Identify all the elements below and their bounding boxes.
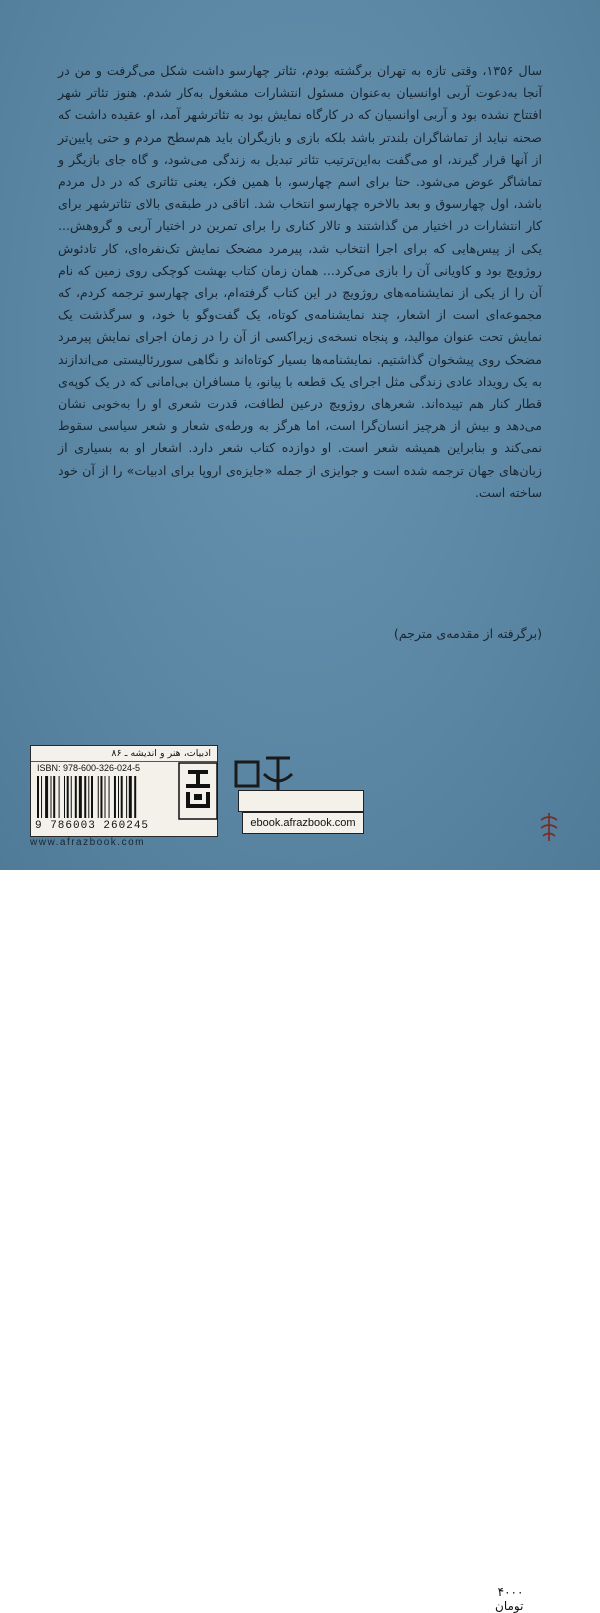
series-label: ادبیات، هنر و اندیشه ـ ۸۶ <box>31 746 217 762</box>
price: ۴۰۰۰ تومان <box>495 1585 524 1613</box>
publisher-logo-icon <box>178 762 218 820</box>
barcode <box>35 776 175 820</box>
publisher-website[interactable]: www.afrazbook.com <box>30 837 145 848</box>
blurb-credit: (برگرفته از مقدمه‌ی مترجم) <box>393 626 542 641</box>
isbn: ISBN: 978-600-326-024-5 <box>37 763 141 773</box>
blurb-text: سال ۱۳۵۶، وقتی تازه به تهران برگشته بودم، تئاتر چهارسو داشت شکل می‌گرفت و من در آنجا به‌دعوت آربی اوانسیان به‌عنوان مسئول انتشارات مشغول به‌کار شدم. هنوز تئاتر شهر افتتاح نشده بود و آربی اوانسیان که در کارگاه نمایش بود به تئاترشهر آمد، او عقیده داشت که صحنه نباید از تماشاگران بلندتر باشد بلکه بازی و بازیگران باید هم‌سطح مردم و حتی پایین‌تر از آنها قرار گیرند، او می‌گفت به‌این‌ترتیب تئاتر تبدیل به زندگی می‌شود، و گاه جای بازیگر و تماشاگر عوض می‌شود. حتا برای اسم چهارسو، با همین فکر، یعنی تئاتری که در دل مردم باشد، اول چهارسوق و بعد بالاخره چهارسو انتخاب شد. اتاقی در طبقه‌ی بالای تئاترشهر برای کار انتشارات در اختیار من گذاشتند و تالار کناری را برای تمرین در اختیار آربی و گروهش... یکی از پیس‌هایی که برای اجرا انتخاب شد، پیرمرد مضحک نمایش تک‌نفره‌ای، کار تادئوش روژویچ بود و کاویانی آن را بازی می‌کرد... همان زمان کتاب بهشت کوچکی روی زمین که نام آن را از یکی از نمایشنامه‌های روژویچ در این کتاب گرفته‌ام، برای چهارسو ترجمه کردم، که مجموعه‌ای است از اشعار، چند نمایشنامه‌ی کوتاه، یک گفت‌وگو با خود، و سرگذشت یک نمایش تحت عنوان مواليد، و پنجاه نسخه‌ی زیراکسی از آن را در زمان اجرای نمایش پیرمرد مضحک روی پیشخوان گذاشتیم. نمایشنامه‌ها بسیار کوتاه‌اند و نگاهی سوررئالیستی می‌اندازند به یک رویداد عادی زندگی مثل اجرای یک قطعه با پیانو، یا مسافران بی‌امانی که در یک کوپه‌ی قطار کنار هم تپیده‌اند. شعرهای روژویچ درعین لطافت، قدرت شعری او را به‌خوبی نشان می‌دهد و بیش از هرچیز انسان‌گرا است، اما هرگز به ورطه‌ی شعار و شعر سیاسی سقوط نمی‌کند و بنابراین همیشه شعر است. او دوازده کتاب شعر دارد. اشعار او به بسیاری از زبان‌های جهان ترجمه شده است و جوایزی از جمله «جایزه‌ی اروپا برای ادبیات» را از آن خود ساخته است. <box>58 63 543 500</box>
ornament-icon <box>536 810 562 844</box>
ebook-url[interactable]: ebook.afrazbook.com <box>242 812 364 834</box>
barcode-number: 9 786003 260245 <box>35 820 150 832</box>
